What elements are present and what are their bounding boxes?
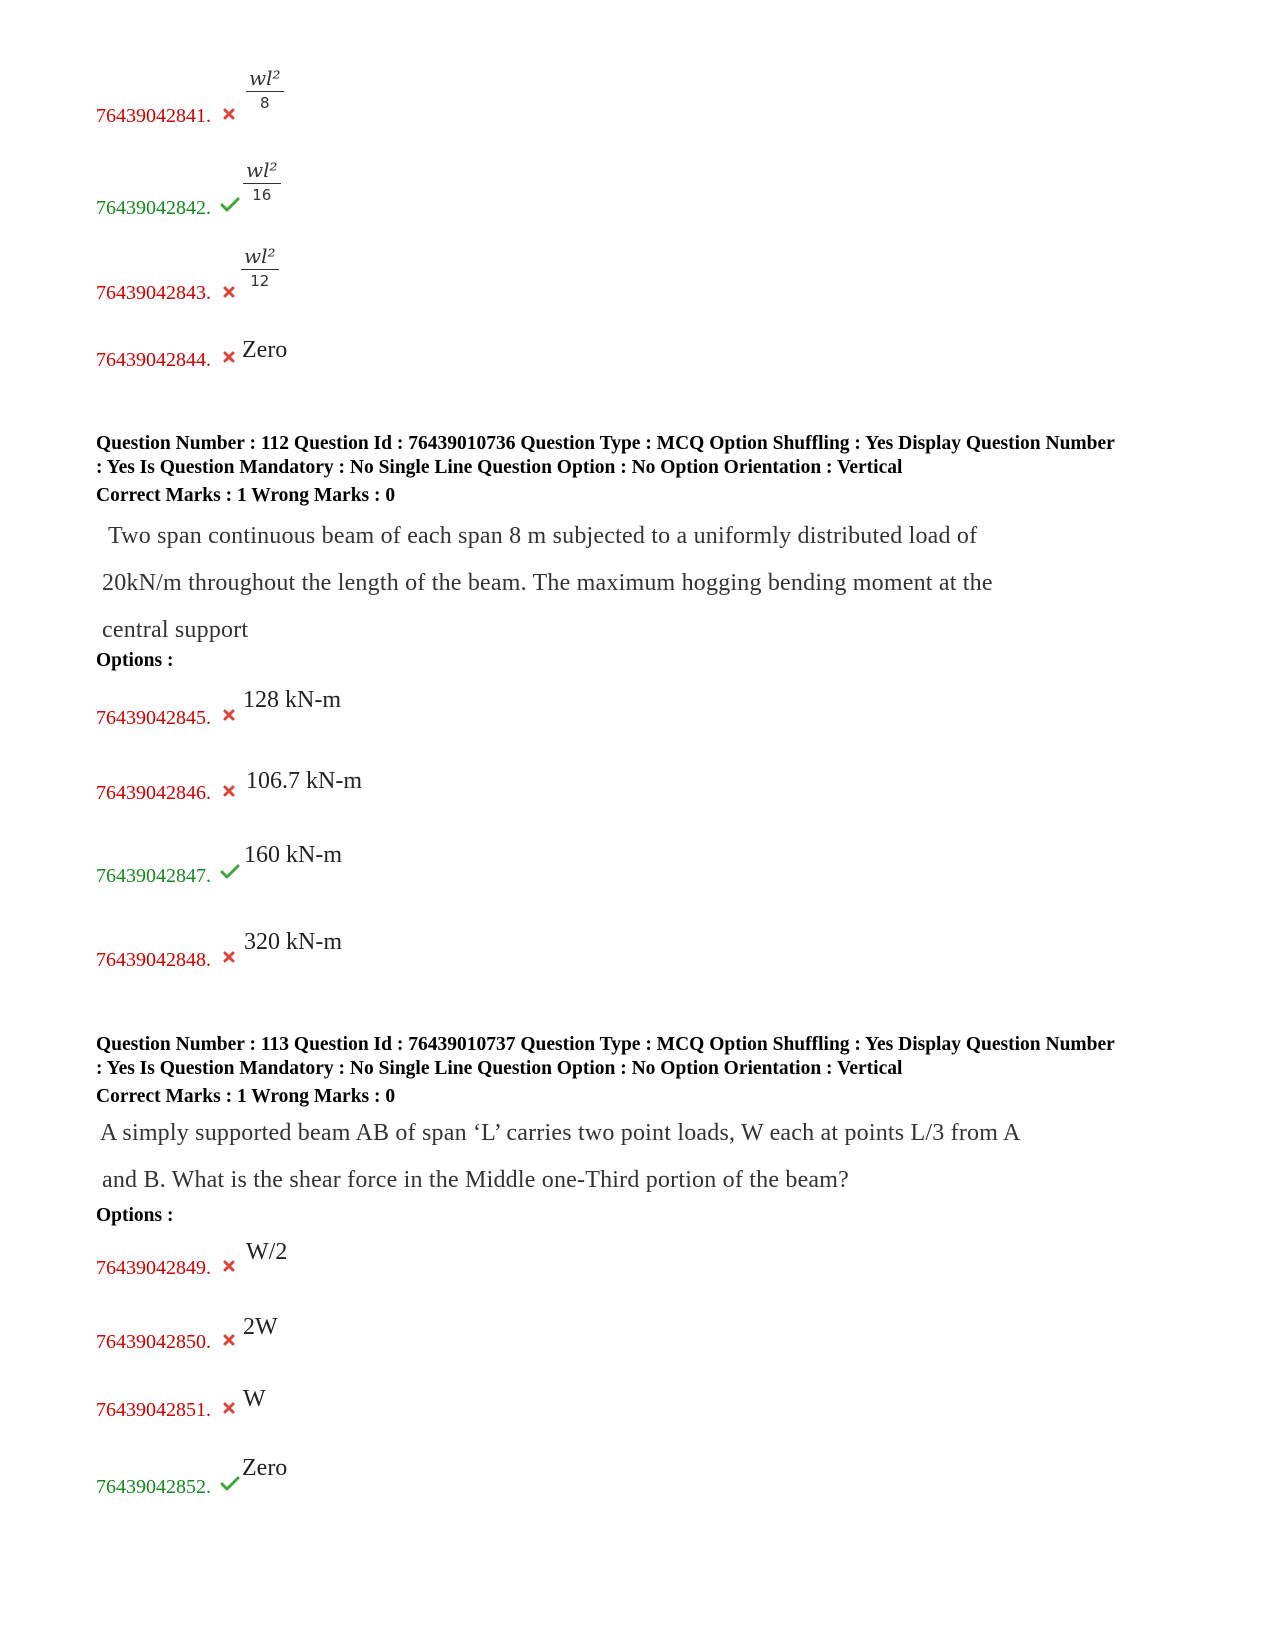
question-text-line: 20kN/m throughout the length of the beam. The maximum hogging bending moment at the [102,570,993,596]
question-meta [96,432,1196,480]
option-text: 320 kN-m [244,929,342,955]
check-icon [220,197,240,213]
option-text: W [243,1386,266,1412]
option-id: 76439042845. [96,707,211,729]
option-id: 76439042847. [96,865,211,887]
question-marks: Correct Marks : 1 Wrong Marks : 0 [96,1086,396,1107]
cross-icon [222,1401,236,1415]
option-id: 76439042841. [96,105,211,127]
option-id: 76439042842. [96,197,211,219]
question-text [100,1110,1100,1204]
fraction-numerator: wl² [249,66,281,90]
option-id: 76439042846. [96,782,211,804]
cross-icon [222,950,236,964]
options-label: Options : [96,650,174,671]
option-id: 76439042850. [96,1331,211,1353]
option-text: 128 kN-m [243,687,341,713]
option-id: 76439042848. [96,949,211,971]
fraction-numerator: wl² [244,244,276,268]
option-id: 76439042843. [96,282,211,304]
option-id: 76439042852. [96,1476,211,1498]
question-marks: Correct Marks : 1 Wrong Marks : 0 [96,485,396,506]
option-id: 76439042844. [96,349,211,371]
question-meta [96,1033,1196,1081]
cross-icon [222,784,236,798]
question-text [100,513,1100,654]
option-fraction [246,68,284,111]
question-text-line: A simply supported beam AB of span ‘L’ carries two point loads, W each at points L/3 from A [100,1120,1021,1146]
question-meta-line: Question Number : 112 Question Id : 76439010736 Question Type : MCQ Option Shuffling : Yes Display Question Number [96,433,1115,454]
cross-icon [222,1333,236,1347]
cross-icon [222,708,236,722]
option-text: 160 kN-m [244,842,342,868]
question-meta-line: : Yes Is Question Mandatory : No Single Line Question Option : No Option Orientation : Vertical [96,457,903,478]
question-meta-line: : Yes Is Question Mandatory : No Single Line Question Option : No Option Orientation : Vertical [96,1058,903,1079]
question-meta-line: Question Number : 113 Question Id : 76439010737 Question Type : MCQ Option Shuffling : Yes Display Question Number [96,1034,1115,1055]
cross-icon [222,285,236,299]
fraction-denominator: 12 [250,272,270,290]
option-text: Zero [242,1455,288,1481]
option-fraction [241,246,279,289]
question-text-line: and B. What is the shear force in the Middle one-Third portion of the beam? [102,1167,849,1193]
option-text: W/2 [246,1239,288,1265]
check-icon [220,1476,240,1492]
cross-icon [222,107,236,121]
check-icon [220,864,240,880]
fraction-denominator: 8 [260,94,270,112]
cross-icon [222,350,236,364]
options-label: Options : [96,1205,174,1226]
question-text-line: Two span continuous beam of each span 8 m subjected to a uniformly distributed load of [108,523,978,549]
question-text-line: central support [102,617,249,643]
option-text: 2W [243,1314,278,1340]
fraction-denominator: 16 [252,186,272,204]
fraction-numerator: wl² [246,158,278,182]
cross-icon [222,1259,236,1273]
option-text: Zero [242,337,288,363]
option-text: 106.7 kN-m [246,768,362,794]
option-fraction [243,160,281,203]
option-id: 76439042849. [96,1257,211,1279]
option-id: 76439042851. [96,1399,211,1421]
